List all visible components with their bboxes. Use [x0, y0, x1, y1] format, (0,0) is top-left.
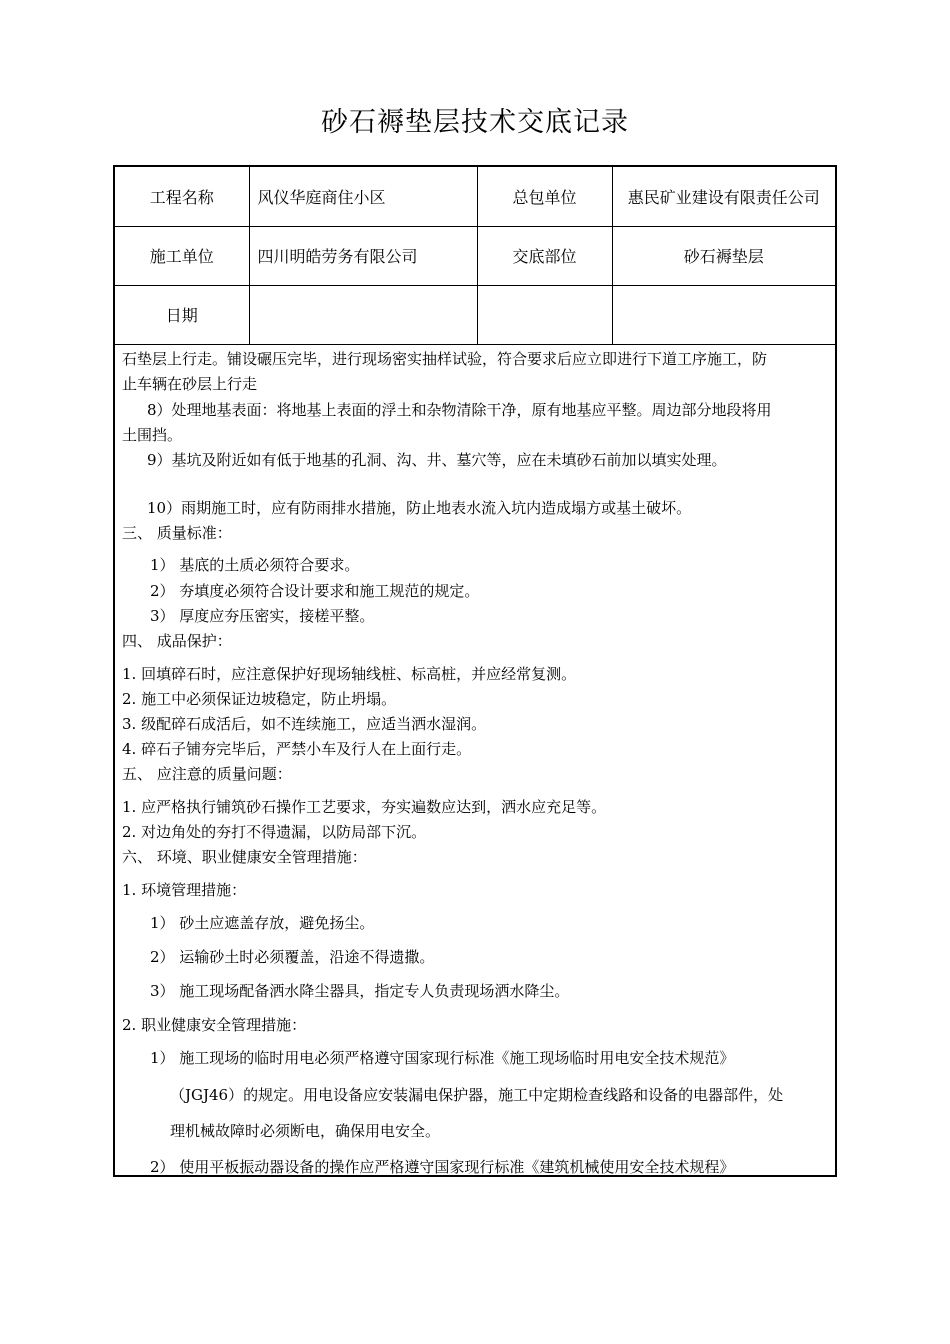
- date-value: [249, 285, 477, 344]
- content-line: 1. 环境管理措施：: [122, 881, 247, 899]
- section-heading: 五、 应注意的质量问题：: [122, 765, 292, 783]
- header-row-date: [115, 285, 835, 344]
- content-line: 止车辆在砂层上行走: [122, 375, 258, 393]
- section-heading: 三、 质量标准：: [122, 524, 232, 542]
- content-line: 1. 应严格执行铺筑砂石操作工艺要求，夯实遍数应达到，洒水应充足等。: [122, 798, 607, 816]
- content-line: 2） 运输砂土时必须覆盖，沿途不得遗撒。: [150, 948, 435, 966]
- empty-cell: [612, 285, 835, 344]
- page-title: 砂石褥垫层技术交底记录: [321, 107, 629, 138]
- construction-unit-value: 四川明皓劳务有限公司: [249, 226, 477, 285]
- content-line: 石垫层上行走。铺设碾压完毕，进行现场密实抽样试验，符合要求后应立即进行下道工序施工，防: [122, 350, 768, 368]
- content-line: 3. 级配碎石成活后，如不连续施工，应适当洒水湿润。: [122, 715, 487, 733]
- content-line: 2） 夯填度必须符合设计要求和施工规范的规定。: [150, 582, 480, 600]
- content-line: 8）处理地基表面：将地基上表面的浮土和杂物清除干净，原有地基应平整。周边部分地段将用: [147, 401, 772, 419]
- content-line: 3） 厚度应夯压密实，接槎平整。: [150, 607, 375, 625]
- content-line: 土围挡。: [122, 426, 183, 444]
- content-line: 4. 碎石子铺夯完毕后，严禁小车及行人在上面行走。: [122, 740, 472, 758]
- content-line: 1） 施工现场的临时用电必须严格遵守国家现行标准《施工现场临时用电安全技术规范》: [150, 1049, 735, 1067]
- disclosure-record-table: [113, 165, 837, 1177]
- content-line: 理机械故障时必须断电，确保用电安全。: [170, 1122, 441, 1140]
- section-heading: 六、 环境、职业健康安全管理措施：: [122, 848, 367, 866]
- content-line: 1） 砂土应遮盖存放，避免扬尘。: [150, 914, 375, 932]
- header-row-project: [115, 167, 835, 226]
- content-line: 2. 施工中必须保证边坡稳定，防止坍塌。: [122, 690, 397, 708]
- general-contractor-label: 总包单位: [477, 167, 612, 226]
- header-table: [115, 167, 835, 345]
- disclosure-part-label: 交底部位: [477, 226, 612, 285]
- content-line: （JGJ46）的规定。用电设备应安装漏电保护器，施工中定期检查线路和设备的电器部件，处: [170, 1086, 784, 1104]
- general-contractor-value: 惠民矿业建设有限责任公司: [612, 167, 835, 226]
- content-line: 2） 使用平板振动器设备的操作应严格遵守国家现行标准《建筑机械使用安全技术规程》: [150, 1158, 735, 1176]
- content-line: 1. 回填碎石时，应注意保护好现场轴线桩、标高桩，并应经常复测。: [122, 665, 577, 683]
- content-line: 9）基坑及附近如有低于地基的孔洞、沟、井、墓穴等，应在未填砂石前加以填实处理。: [147, 451, 727, 469]
- content-line: 2. 对边角处的夯打不得遗漏，以防局部下沉。: [122, 823, 427, 841]
- section-heading: 四、 成品保护：: [122, 632, 232, 650]
- header-row-unit: [115, 226, 835, 285]
- project-name-value: 风仪华庭商住小区: [249, 167, 477, 226]
- project-name-label: 工程名称: [115, 167, 249, 226]
- construction-unit-label: 施工单位: [115, 226, 249, 285]
- content-line: 2. 职业健康安全管理措施：: [122, 1016, 307, 1034]
- disclosure-part-value: 砂石褥垫层: [612, 226, 835, 285]
- content-line: 10）雨期施工时，应有防雨排水措施，防止地表水流入坑内造成塌方或基土破坏。: [147, 499, 692, 517]
- content-line: 3） 施工现场配备洒水降尘器具，指定专人负责现场洒水降尘。: [150, 982, 570, 1000]
- empty-cell: [477, 285, 612, 344]
- content-line: 1） 基底的土质必须符合要求。: [150, 556, 360, 574]
- date-label: 日期: [115, 285, 249, 344]
